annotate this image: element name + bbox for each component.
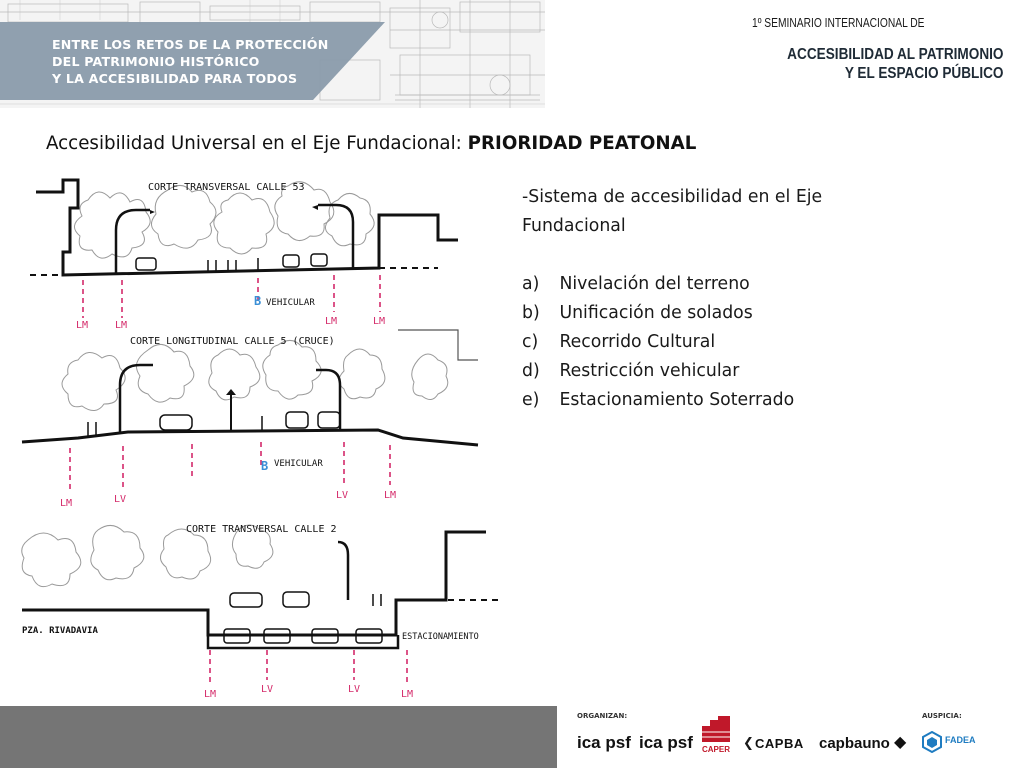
tree-canopy-scribbles [74,182,374,258]
street-lamp [318,205,353,268]
section-1-drawing [30,180,458,331]
seminar-label: 1º SEMINARIO INTERNACIONAL DE [752,16,925,30]
sponsors-panel [557,706,1024,768]
fadea-icon [922,731,942,753]
lv-label: LV [114,494,127,505]
ica-logo: ica psf [639,733,693,752]
lv-label: LV [348,684,361,695]
list-item [522,298,868,327]
fadea-logo: FADEA [945,735,976,745]
ground-line [36,180,458,275]
lm-label: LM [384,490,397,501]
lv-label: LV [336,490,349,501]
capba-icon: ❮ [743,736,754,751]
section-2-drawing [22,330,478,509]
street-section-sketches [18,160,518,705]
street-lamp [116,210,150,275]
ground-line [22,430,478,445]
parking-slab [208,635,398,648]
list-marker: e) [522,389,540,410]
lm-label: LM [373,316,386,327]
lm-label: LM [401,689,414,700]
capbauno-logo: capbauno [819,735,890,752]
section-1-title: CORTE TRANSVERSAL CALLE 53 [148,182,305,193]
list-item [522,356,868,385]
lm-label: LM [76,320,89,331]
section-2-title: CORTE LONGITUDINAL CALLE 5 (CRUCE) [130,336,335,347]
list-text: Recorrido Cultural [559,331,716,352]
banner-line: Y LA ACCESIBILIDAD PARA TODOS [52,71,298,86]
list-text: Unificación de solados [559,302,753,323]
lm-label: LM [60,498,73,509]
description-block [522,182,868,414]
slide-title-bold: PRIORIDAD PEATONAL [467,132,697,154]
caper-text: CAPER [701,745,731,754]
seminar-title-line: Y EL ESPACIO PÚBLICO [845,65,1004,82]
strategy-list [522,269,868,414]
reference-lines [210,650,407,685]
list-item [522,385,868,414]
list-marker: b) [522,302,540,323]
badge: B [261,459,269,473]
capba-logo: CAPBA [755,736,804,751]
seminar-title [788,45,1004,83]
reference-lines [83,275,380,318]
capbauno-icon: ◆ [894,732,907,751]
sponsors-label: AUSPICIA: [922,712,962,720]
list-text: Estacionamiento Soterrado [559,389,795,410]
street-lamp [316,370,340,430]
slide-title-regular: Accesibilidad Universal en el Eje Fundacional: [46,132,468,154]
list-item [522,327,868,356]
parking-label: ESTACIONAMIENTO [402,632,479,642]
section-2-tag: VEHICULAR [274,459,323,469]
banner-line: DEL PATRIMONIO HISTÓRICO [52,54,260,69]
badge: B [254,294,262,308]
seminar-title-line: ACCESIBILIDAD AL PATRIMONIO [787,46,1004,63]
list-text: Nivelación del terreno [559,273,750,294]
organizers-label: ORGANIZAN: [577,712,628,720]
ica-logo: ica psf [577,733,631,752]
street-lamp [338,542,348,600]
lm-label: LM [115,320,128,331]
list-marker: a) [522,273,540,294]
lv-label: LV [261,684,274,695]
banner-line: ENTRE LOS RETOS DE LA PROTECCIÓN [52,37,329,52]
list-item [522,269,868,298]
description-intro: -Sistema de accesibilidad en el Eje Fundacional [522,186,823,236]
list-marker: d) [522,360,540,381]
slide-title [46,132,696,154]
list-text: Restricción vehicular [559,360,740,381]
section-3-title: CORTE TRANSVERSAL CALLE 2 [186,524,337,535]
plaza-label: PZA. RIVADAVIA [22,626,98,636]
section-1-tag: VEHICULAR [266,298,315,308]
lm-label: LM [204,689,217,700]
ground-line [22,532,486,635]
caper-logo [700,714,732,760]
lm-label: LM [325,316,338,327]
reference-lines [70,442,390,490]
section-3-drawing [22,524,498,700]
banner-title [52,36,328,87]
list-marker: c) [522,331,539,352]
